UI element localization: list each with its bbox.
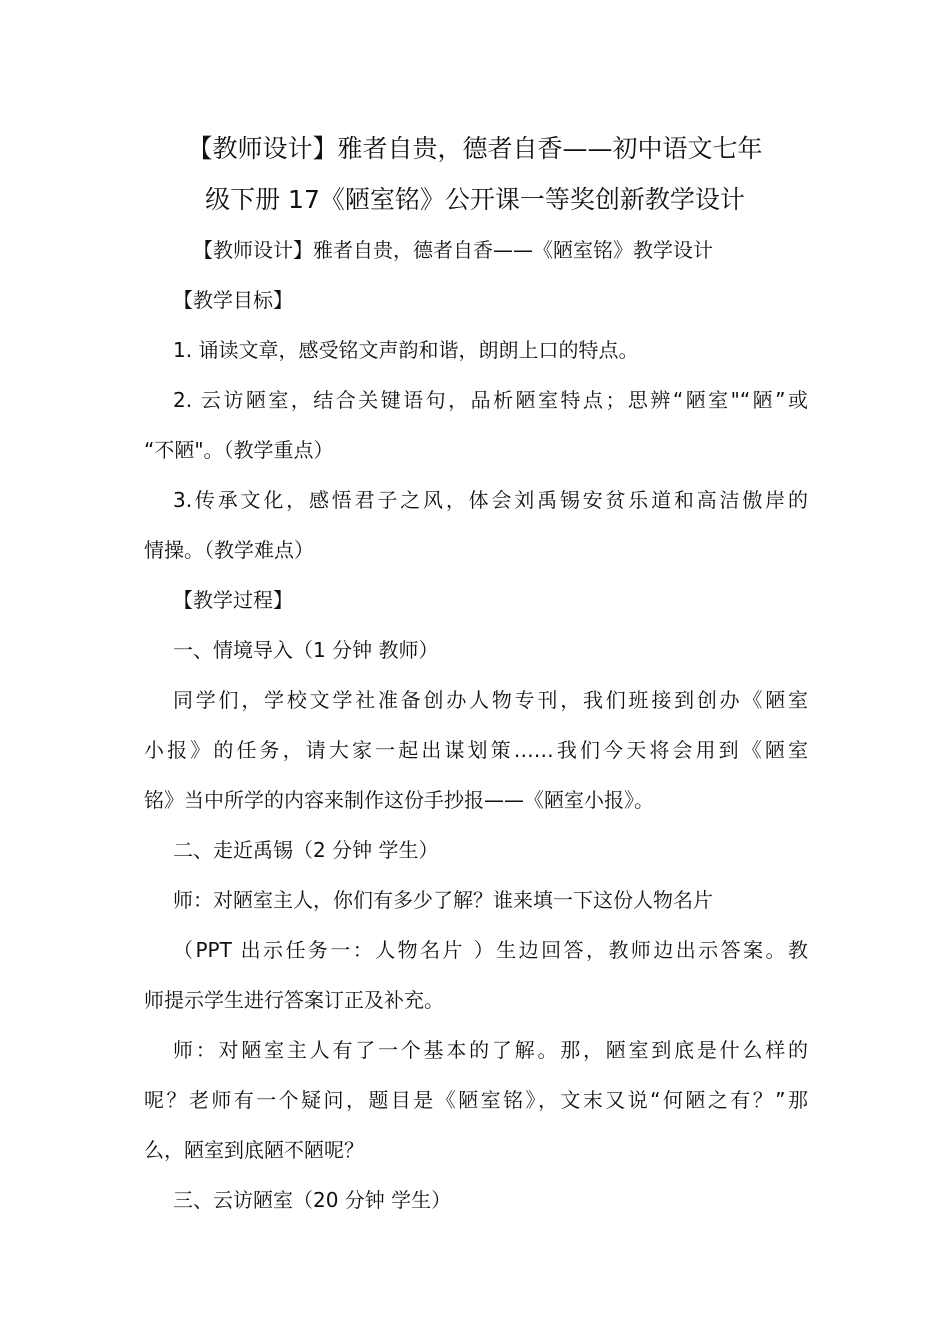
objective-3-line-1: 3.传承文化，感悟君子之风，体会刘禹锡安贫乐道和高洁傲岸的 <box>173 488 808 512</box>
paragraph-line: 师：对陋室主人，你们有多少了解？谁来填一下这份人物名片 <box>173 888 713 912</box>
paragraph-line: 呢？老师有一个疑问，题目是《陋室铭》，文末又说“何陋之有？”那 <box>144 1088 808 1112</box>
section-heading-objectives: 【教学目标】 <box>173 288 293 312</box>
document-title-line-2: 级下册 17《陋室铭》公开课一等奖创新教学设计 <box>205 185 745 214</box>
paragraph-line: 小报》的任务，请大家一起出谋划策……我们今天将会用到《陋室 <box>144 738 808 762</box>
objective-3-line-2: 情操。（教学难点） <box>144 538 314 562</box>
section-heading-process: 【教学过程】 <box>173 588 293 612</box>
paragraph-line: 铭》当中所学的内容来制作这份手抄报——《陋室小报》。 <box>144 788 654 812</box>
step-1-heading: 一、情境导入（1 分钟 教师） <box>173 638 439 662</box>
step-3-heading: 三、云访陋室（20 分钟 学生） <box>173 1188 452 1212</box>
objective-1: 1. 诵读文章，感受铭文声韵和谐，朗朗上口的特点。 <box>173 338 639 362</box>
paragraph-line: 师：对陋室主人有了一个基本的了解。那，陋室到底是什么样的 <box>173 1038 808 1062</box>
paragraph-line: 师提示学生进行答案订正及补充。 <box>144 988 444 1012</box>
step-2-heading: 二、走近禹锡（2 分钟 学生） <box>173 838 439 862</box>
paragraph-line: 么，陋室到底陋不陋呢？ <box>144 1138 364 1162</box>
paragraph-line: （PPT 出示任务一：人物名片 ）生边回答，教师边出示答案。教 <box>173 938 808 962</box>
objective-2-line-2: “不陋"。（教学重点） <box>144 438 334 462</box>
document-title-line-1: 【教师设计】雅者自贵，德者自香——初中语文七年 <box>187 134 763 163</box>
objective-2-line-1: 2. 云访陋室，结合关键语句，品析陋室特点；思辨“陋室"“陋”或 <box>173 388 808 412</box>
paragraph-line: 同学们，学校文学社准备创办人物专刊，我们班接到创办《陋室 <box>173 688 808 712</box>
document-subtitle: 【教师设计】雅者自贵，德者自香——《陋室铭》教学设计 <box>193 238 713 262</box>
